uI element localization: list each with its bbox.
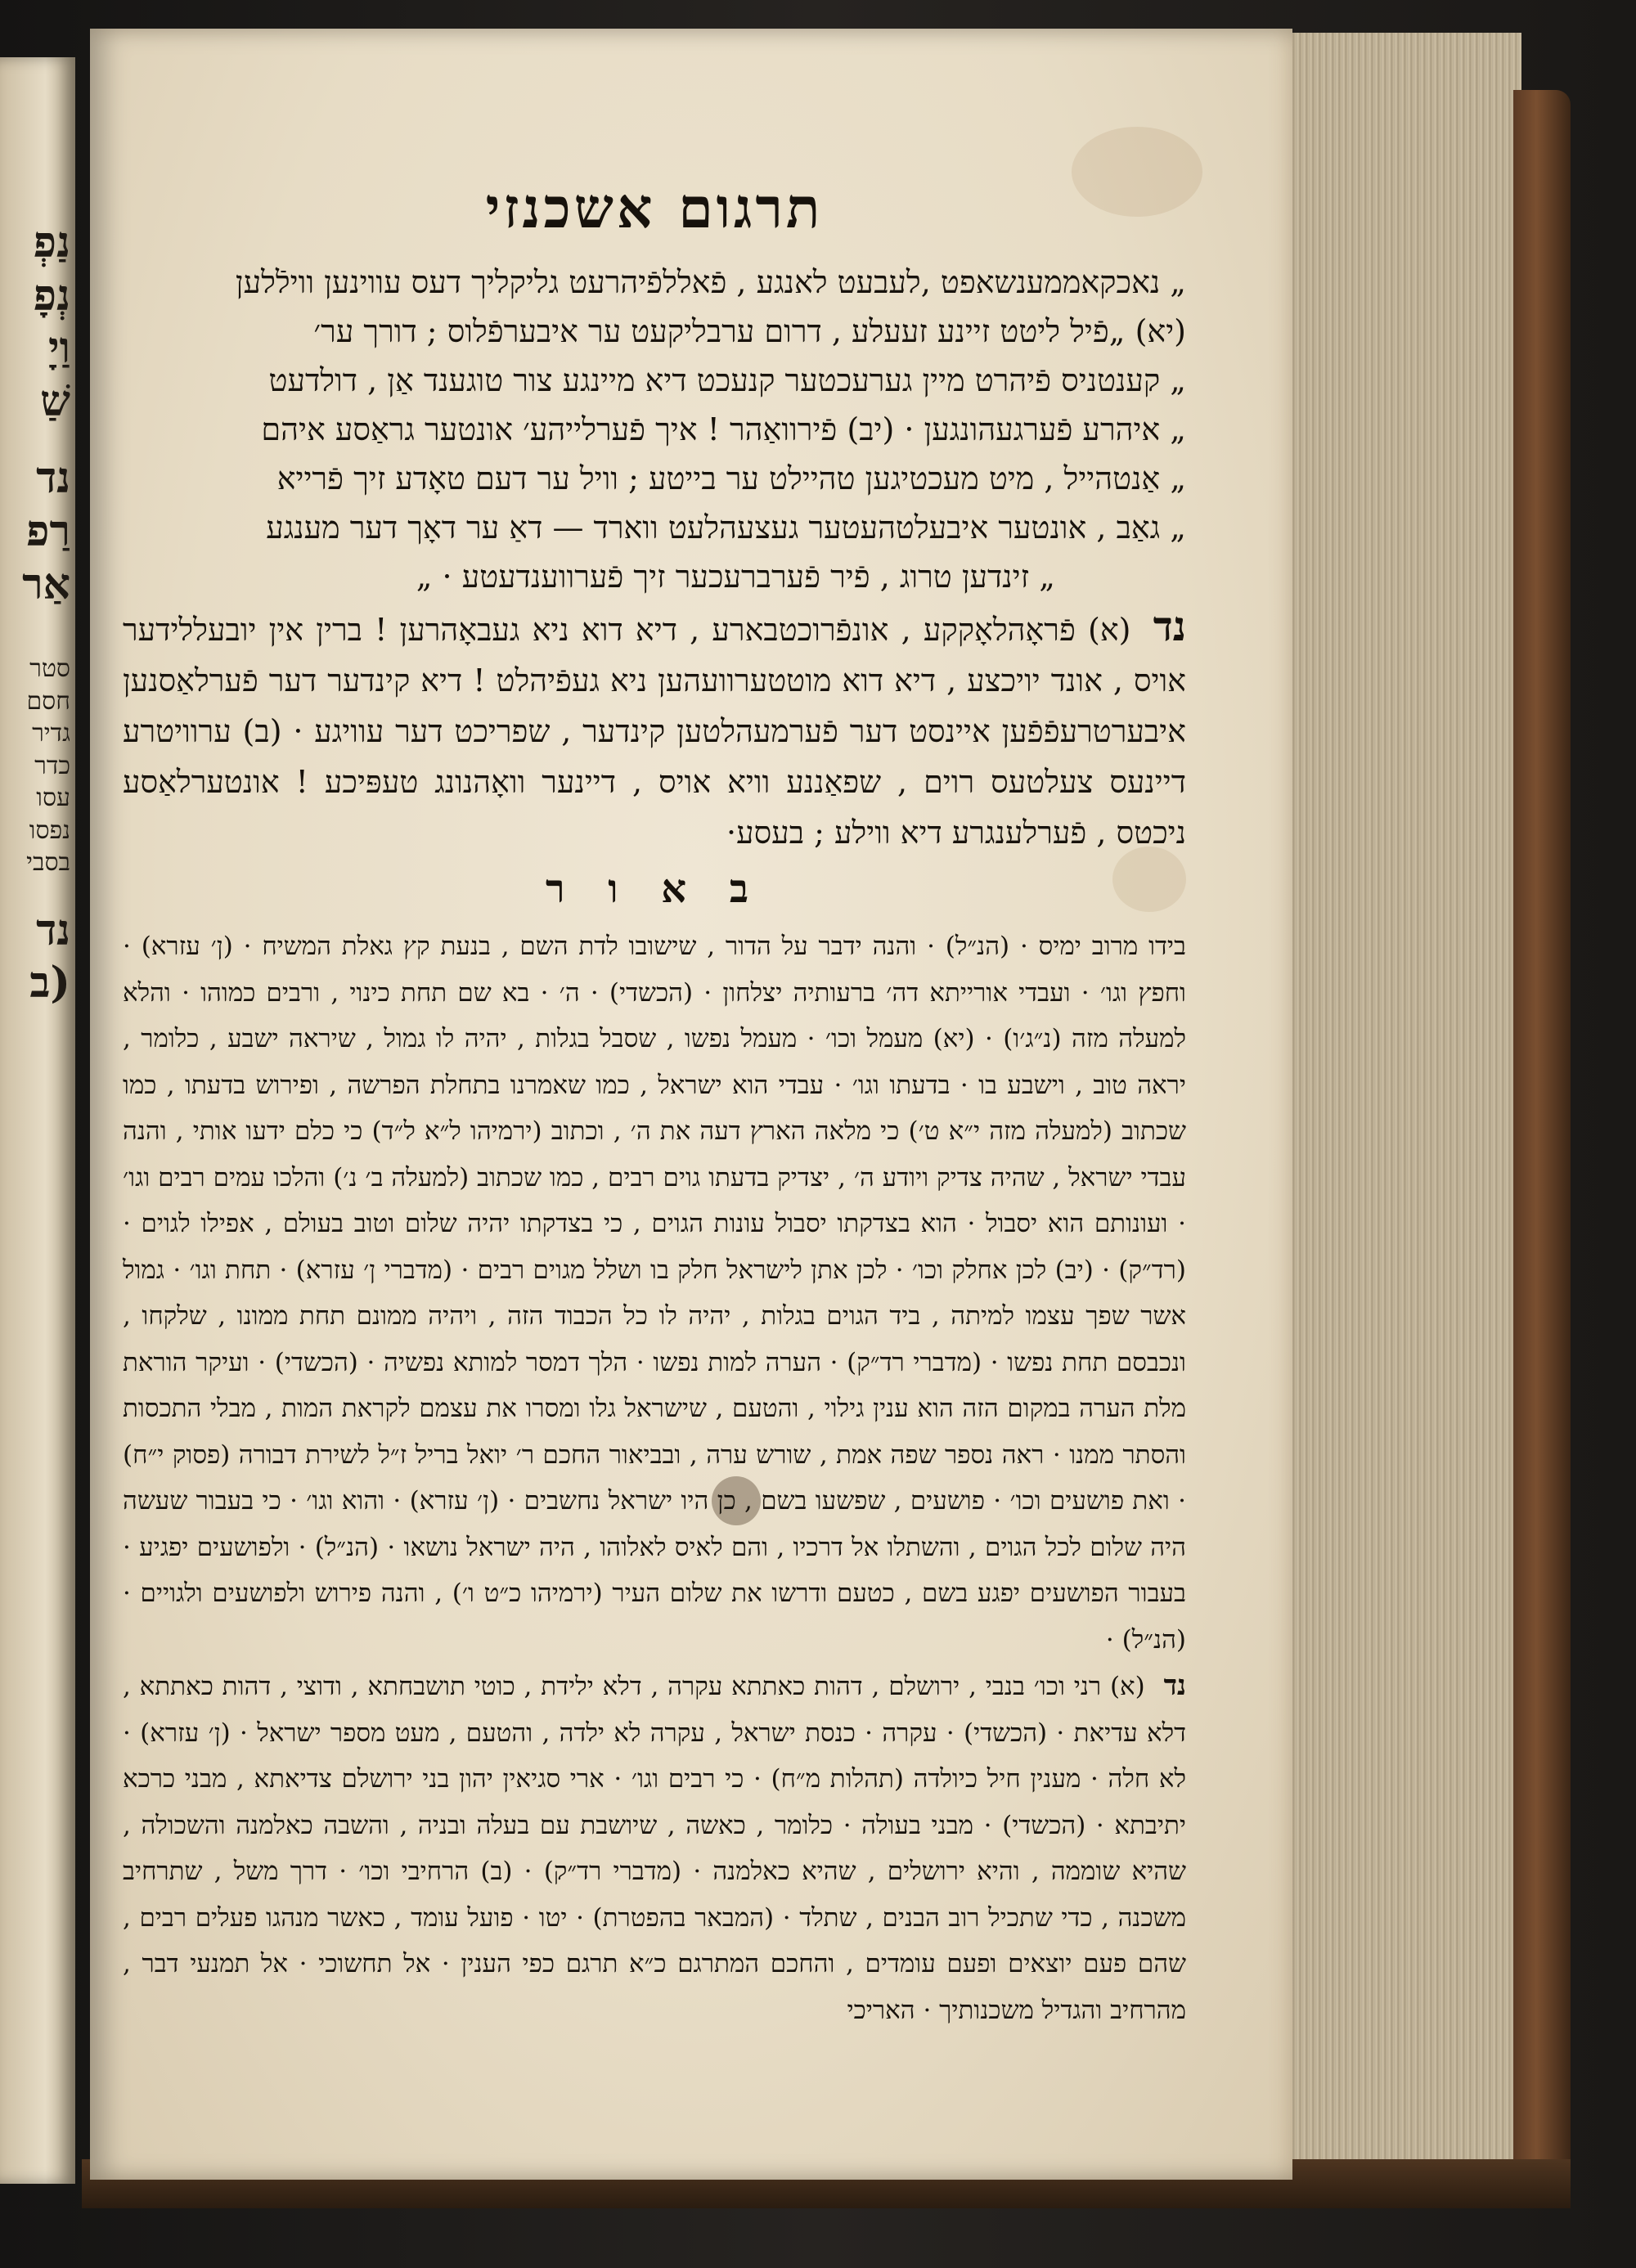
left-glyph: גדיר [32, 719, 70, 748]
commentary-block: בידו מרוב ימיס · (הנ״ל) · והנה ידבר על הדור , שישובו לדת השם , בנעת קץ גאלת המשיח · (ן׳ עזרא) · וחפץ וגו׳ · ועבדי אורייתא דה׳ ברעותיה יצלחון · (הכשדי) · ה׳ · בא שם תחת כינוי , ורבים כמוהו · והלא למעלה מזה (נ״ג׳ו) · (יא) מעמל וכו׳ · מעמל נפשו , שסבל בגלות , יהיה לו גמול , שיראה ישבע , כלומר , יראה טוב , וישבע בו · בדעתו וגו׳ · עבדי הוא ישראל , כמו שאמרנו בתחלת הפרשה , ופירוש בדעתו , כמו שכתוב (למעלה מזה י״א ט׳) כי מלאה הארץ דעה את ה׳ , וכתוב (ירמיהו ל״א ל״ד) כי כלם ידעו אותי , והנה עבדי ישראל , שהיה צדיק ויודע ה׳ , יצדיק בדעתו גוים רבים , כמו שכתוב (למעלה ב׳ נ׳) והלכו עמים רבים וגו׳ · ועונותם הוא יסבול · הוא בצדקתו יסבול עונות הגוים , כי בצדקתו יהיה שלום וטוב בעולם , אפילו לגוים · (רד״ק) · (יב) לכן אחלק וכו׳ · לכן אתן לישראל חלק בו ושלל מגוים רבים · (מדברי ן׳ עזרא) · תחת וגו׳ · גמול אשר שפך עצמו למיתה , ביד הגוים בגלות , יהיה לו כל הכבוד הזה , ויהיה ממונם תחת ממונו , שלקחו , ונכבסם תחת נפשו · (מדברי רד״ק) · הערה למות נפשו · הלך דמסר למותא נפשיה · (הכשדי) · ועיקר הוראת מלת הערה במקום הזה הוא ענין גילוי , והטעם , שישראל גלו ומסרו את עצמם לקראת המות , מבלי התכסות והסתר ממנו · ראה נספר שפה אמת , שורש ערה , ובביאור החכם ר׳ יואל בריל ז״ל לשירת דבורה (פסוק י״ח) · ואת פושעים וכו׳ · פושעים , שפשעו בשם , כן היו ישראל נחשבים · (ן׳ עזרא) · והוא וגו׳ · כי בעבור שעשה היה שלום לכל הגוים , והשתלו אל דרכיו , והם לאיס לאלוהו , היה ישראל נושאו · (הנ״ל) · ולפושעים יפגיע · בעבור הפושעים יפגע בשם , כטעם ודרשו את שלום העיר (ירמיהו כ״ט ו׳) , והנה פירוש ולפושעים ולגויים · (הנ״ל) · [123, 932, 1186, 1655]
left-glyph: נד [36, 453, 70, 504]
targum-line: „ נאכקאממענשאפט ,לעבעט לאנגע , פֿאללפֿיהרעט גליקליך דעס עווינען ווילֿלען [235, 264, 1186, 300]
left-glyph: חסם [26, 686, 70, 716]
targum-line: „ איהרע פֿערגעהונגען · (יב) פֿירוואַהר ! איך פֿערלייהע׳ אונטער גראַסע איהם [261, 411, 1186, 447]
left-page-fragment [0, 57, 75, 2184]
targum-line: „ זינדען טרוג , פֿיר פֿערברעכער זיך פֿערווענדעטע · „ [416, 559, 1055, 595]
targum-line: „ גאַב , אונטער איבעלטהעטער געצעהלעט ווארד — דאַ ער דאָך דער מענגע [266, 510, 1186, 546]
targum-line: (יא) „פֿיל ליטט זיינע זעעלע , דרום ערבליקעט ער איבערפֿלוס ; דורך ער׳ [313, 313, 1186, 349]
page-edges [1276, 33, 1521, 2176]
chapter-54-targum [123, 601, 1186, 858]
left-glyph: נַפְ [33, 218, 70, 267]
chapter-number: נד [1163, 1669, 1186, 1702]
left-glyph: וַיָ [48, 323, 70, 374]
left-glyph: נפסו [29, 815, 70, 845]
page-title: תרגום אשכנזי [485, 176, 824, 241]
left-glyph: נְפָ [33, 270, 70, 321]
biur-heading: ב א ו ר [546, 866, 763, 912]
left-glyph: כדר [34, 751, 70, 780]
left-glyph: רַפ [26, 505, 70, 556]
page-content [123, 176, 1186, 2033]
chapter-text: (א) פֿראָהלאָקקע , אונפֿרוכטבארע , דיא דוא ניא געבאָהרען ! ברין אין יובעללידער אויס , אונד יויכצע , דיא דוא מוטטערוועהען ניא געפֿיהלט ! דיא קינדער דער פֿערלאַסנען איבערטרעפֿפֿען איינסט דער פֿערמעהלטען קינדער , שפריכט דער עוויגע · (ב) ערוויטרע דיינעס צעלטעס רוים , שפאַננע וויא אויס , דיינער וואָהנונג טעפּיכע ! אונטערלאַסע ניכטס , פֿערלענגרע דיא ווילע ; בעסע· [123, 612, 1186, 851]
targum-line: „ קענטניס פֿיהרט מיין גערעכטער קנעכט דיא מיינגע צור טוגענד אַן , דולדעט [268, 362, 1186, 398]
left-glyph: נד [36, 905, 70, 955]
targum-block [123, 258, 1186, 601]
left-glyph: עסו [36, 784, 70, 813]
targum-line: „ אַנטהייל , מיט מעכטיגען טהיילט ער בייטע ; וויל ער דעם טאָדע זיך פֿרייא [276, 460, 1186, 496]
left-glyph: שַׁ [40, 375, 70, 426]
left-glyph: סטר [29, 654, 70, 684]
left-page-text [22, 218, 70, 1014]
chapter-number: נד [1153, 602, 1186, 650]
commentary-text: (א) רני וכו׳ בנבי , ירושלם , דהות כאתתא עקרה , דלא ילידת , כוטי תושבחתא , ודוצי , דהות כאתתא , דלא עדיאת · (הכשדי) · עקרה · כנסת ישראל , עקרה לא ילדה , והטעם , מעט מספר ישראל · (ן׳ עזרא) · לא חלה · מענין חיל כיולדה (תהלות מ״ח) · כי רבים וגו׳ · ארי סגיאין יהון בני ירושלם צדיאתא , מבני כרכא יתיבתא · (הכשדי) · מבני בעולה · כלומר , כאשה , שיושבת עם בעלה ובניה , והשבה כאלמנה והשכולה , שהיא שוממה , והיא ירושלים , שהיא כאלמנה · (מדברי רד״ק) · (ב) הרחיבי וכו׳ · דרך משל , שתרחיב משכנה , כדי שתכיל רוב הבנים , שתלד · (המבאר בהפטרת) · יטו · פועל עומד , כאשר מנהגו פעלים רבים , שהם פעם יוצאים ופעם עומדים , והחכם המתרגם כ״א תרגם כפי הענין · אל תחשוכי · אל תמנעי דבר , מהרחיב והגדיל משכנותיך · האריכי [123, 1672, 1186, 2025]
commentary-block-2 [123, 1663, 1186, 2033]
left-glyph: בסבי [26, 848, 70, 878]
left-glyph: אַר [22, 559, 70, 609]
book-cover [1513, 90, 1571, 2184]
left-glyph: (ב [29, 958, 70, 1008]
